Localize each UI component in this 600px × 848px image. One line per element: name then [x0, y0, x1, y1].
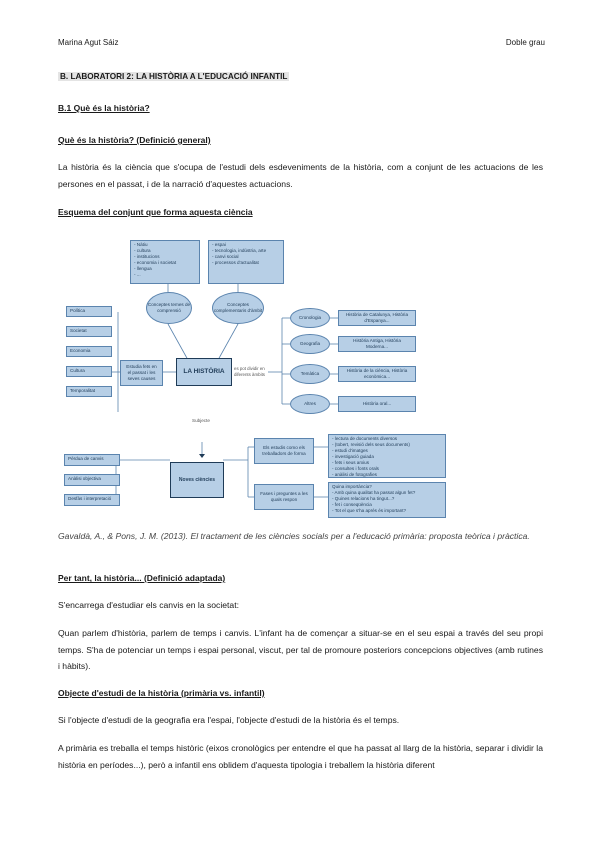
header-author: Marina Agut Sáiz — [58, 38, 119, 47]
study-box: Estudia fets en el passat i les seves causes — [120, 360, 163, 386]
right-box: Història oral... — [338, 396, 416, 412]
section-title: B. LABORATORI 2: LA HISTÒRIA A L'EDUCACIÓ INFANTIL — [60, 72, 288, 81]
bottom-right-2: Quina importància? - Amb quina qualitat ha passat algun fet? - Quines relacions ha tingut...? - fet i conseqüència - Tot el que s'ha aprés és important? — [328, 482, 446, 518]
q1-heading: Què és la història? (Definició general) — [58, 135, 211, 145]
q1-body: La història és la ciència que s'ocupa de l'estudi dels esdeveniments de la història, com a conjunt de les actuacions de les persones en el passat, i de la narració d'aquestes actuacions. — [58, 162, 543, 189]
q2-heading: Per tant, la història... (Definició adaptada) — [58, 573, 226, 583]
bottom-right-1: - lectura de documents diversos - (tobert, revisió dels seus documents) - estudi d'imatges - investigació guiada - fets i seus arxius - consultes i fonts orals - anàlisi de fotografies — [328, 434, 446, 478]
bottom-left-item: Desfàs i interpretació — [64, 494, 120, 506]
right-box: Història Antiga, Història Moderna... — [338, 336, 416, 352]
q3-heading: Objecte d'estudi de la història (primària vs. infantil) — [58, 688, 265, 698]
oval-altres: Altres — [290, 394, 330, 414]
left-item: Temporalitat — [66, 386, 112, 397]
q2-body: Quan parlem d'història, parlem de temps i canvis. L'infant ha de començar a situar-se en el seu espai a través del seu propi temps. S'ha de potenciar un temps i espai personal, viscut, per tal de promoure posteriors concepcions objectives (amb rutines i hàbits). — [58, 628, 543, 671]
bottom-left-item: Pèrdua de canvis — [64, 454, 120, 466]
right-box: Història de Catalunya, Història d'Espanya... — [338, 310, 416, 326]
bottom-mid: Els estudis como els treballadors de forma — [254, 438, 314, 464]
schema-heading: Esquema del conjunt que forma aquesta ciència — [58, 207, 253, 217]
oval-concept2: Conceptes complementaris d'àmbit — [212, 292, 264, 324]
oval-geografia: Geografia — [290, 334, 330, 354]
left-item: Societat — [66, 326, 112, 337]
oval-cronologia: Cronologia — [290, 308, 330, 328]
concept1-list: - Nàtiu - cultura - institucions - economia i societat - llengua - ... — [130, 240, 200, 284]
center-note: es pot dividir en diferents àmbits — [234, 366, 265, 377]
concept2-list: - espai - tecnologia, indústria, arte - canvi social - processos d'actualitat — [208, 240, 284, 284]
citation: Gavaldà, A., & Pons, J. M. (2013). El tractament de les ciències socials per a l'educació primària: proposta teòrica i pràctica. — [58, 531, 530, 541]
subsection-title: B.1 Què és la història? — [58, 103, 150, 113]
bottom-mid: Fases i preguntes a les quals respon — [254, 484, 314, 510]
bottom-center: Noves ciències — [170, 462, 224, 498]
left-item: Política — [66, 306, 112, 317]
q3-body-1: Si l'objecte d'estudi de la geografia era l'espai, l'objecte d'estudi de la història és el temps. — [58, 715, 400, 725]
q2-intro: S'encarrega d'estudiar els canvis en la societat: — [58, 600, 239, 610]
right-box: Història de la ciència, Història econòmica... — [338, 366, 416, 382]
subject-label: Subjecte — [192, 418, 210, 423]
oval-tematica: Temàtica — [290, 364, 330, 384]
header-degree: Doble grau — [505, 38, 545, 47]
center-history: LA HISTÒRIA — [176, 358, 232, 386]
left-item: Economia — [66, 346, 112, 357]
left-item: Cultura — [66, 366, 112, 377]
oval-concept1: Conceptes temes de comprensió — [146, 292, 192, 324]
q3-body-2: A primària es treballa el temps històric (eixos cronològics per entendre el que ha passat al llarg de la història, separar i dividir la història en períodes...), però a infantil ens oblidem d'aquesta tipologia i treballem la història diferent — [58, 743, 543, 770]
history-diagram — [58, 232, 546, 520]
bottom-left-item: Anàlisi objectiva — [64, 474, 120, 486]
